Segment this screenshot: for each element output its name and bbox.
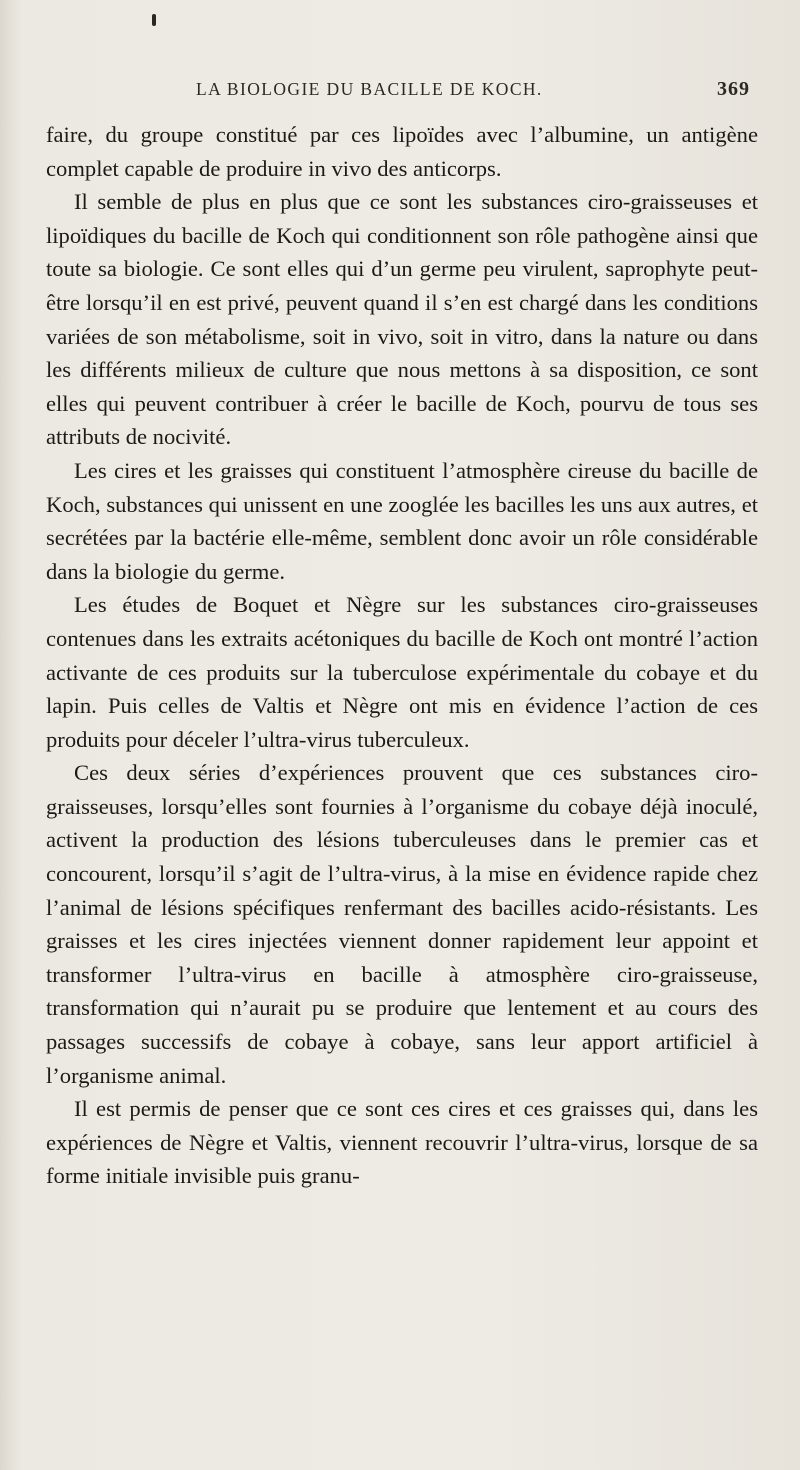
paragraph: Les études de Boquet et Nègre sur les substances ciro-graisseuses contenues dans les extraits acétoniques du bacille de Koch ont montré l’action activante de ces produits sur la tuberculose expérimentale du cobaye et du lapin. Puis celles de Valtis et Nègre ont mis en évidence l’action de ces produits pour déceler l’ultra-virus tuberculeux.: [46, 592, 758, 752]
running-title: LA BIOLOGIE DU BACILLE DE KOCH.: [196, 79, 543, 99]
paragraph: Il semble de plus en plus que ce sont les substances ciro-graisseuses et lipoïdiques du bacille de Koch qui conditionnent son rôle pathogène ainsi que toute sa biologie. Ce sont elles qui d’un germe peu virulent, saprophyte peut-être lorsqu’il en est privé, peuvent quand il s’en est chargé dans les conditions variées de son métabolisme, soit in vivo, soit in vitro, dans la nature ou dans les différents milieux de culture que nous mettons à sa disposition, ce sont elles qui peuvent contribuer à créer le bacille de Koch, pourvu de tous ses attributs de nocivité.: [46, 189, 758, 450]
paragraph-continuation: faire, du groupe constitué par ces lipoïdes avec l’albumine, un antigène complet capable de produire in vivo des anticorps.: [46, 122, 758, 181]
paragraph: Ces deux séries d’expériences prouvent que ces substances ciro-graisseuses, lorsqu’elles sont fournies à l’organisme du cobaye déjà inoculé, activent la production des lésions tuberculeuses dans le premier cas et concourent, lorsqu’il s’agit de l’ultra-virus, à la mise en évidence rapide chez l’animal de lésions spécifiques renfermant des bacilles acido-résistants. Les graisses et les cires injectées viennent donner rapidement leur appoint et transformer l’ultra-virus en bacille à atmosphère ciro-graisseuse, transformation qui n’aurait pu se produire que lentement et au cours des passages successifs de cobaye à cobaye, sans leur apport artificiel à l’organisme animal.: [46, 760, 758, 1088]
page-number: 369: [717, 78, 750, 100]
paragraph: Il est permis de penser que ce sont ces cires et ces graisses qui, dans les expériences de Nègre et Valtis, viennent recouvrir l’ultra-virus, lorsque de sa forme initiale invisible puis granu-: [46, 1096, 758, 1189]
body-text: [46, 118, 758, 1193]
ink-speck: [152, 14, 156, 26]
running-header: [46, 78, 758, 108]
paragraph: Les cires et les graisses qui constituent l’atmosphère cireuse du bacille de Koch, substances qui unissent en une zooglée les bacilles les uns aux autres, et secrétées par la bactérie elle-même, semblent donc avoir un rôle considérable dans la biologie du germe.: [46, 457, 758, 584]
